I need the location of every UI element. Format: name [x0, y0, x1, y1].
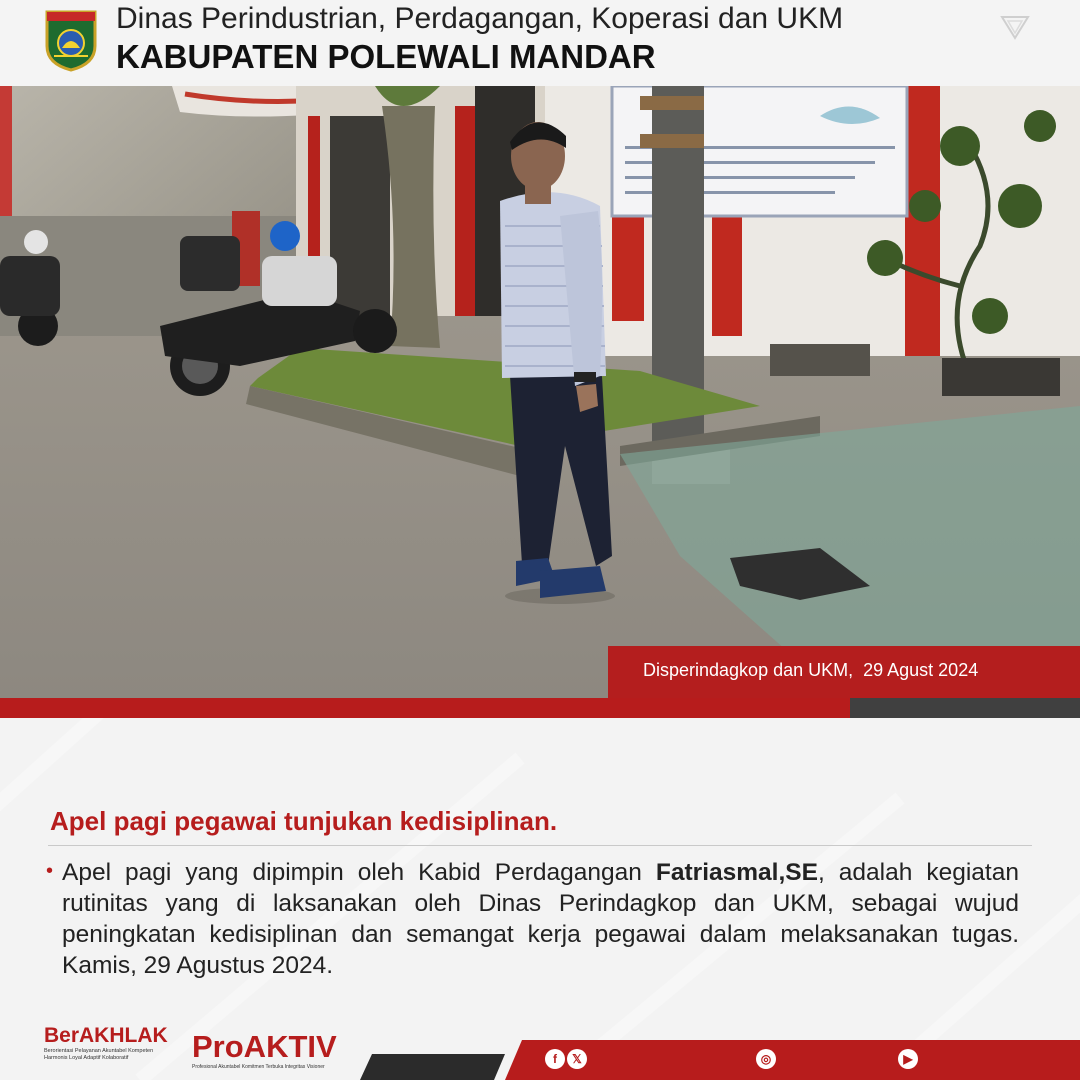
berakhlak-title: BerAKHLAK [44, 1024, 168, 1047]
instagram-icon[interactable]: ◎ [756, 1049, 776, 1069]
berakhlak-tagline-2: Harmonis Loyal Adaptif Kolaboratif [44, 1055, 129, 1061]
triangle-ornament-icon [1000, 14, 1030, 40]
body-text-end: , adalah kegiatan rutinitas yang di laksanakan oleh Dinas Perindagkop dan UKM, sebagai wujud peningkatan kedisiplinan dan semangat kerja pegawai dalam melaksanakan tugas. Kamis, 29 Agustus 2024. [62, 859, 1019, 979]
official-name: Fatriasmal,SE [655, 859, 818, 886]
x-icon[interactable]: 𝕏 [567, 1049, 587, 1069]
agency-name: Dinas Perindustrian, Perdagangan, Koperasi dan UKM [116, 2, 844, 35]
headline-divider [48, 845, 1032, 846]
proaktiv-tagline: Profesional Akuntabel Komitmen Terbuka Integritas Visioner [192, 1064, 325, 1070]
event-photo [0, 86, 1080, 698]
facebook-icon[interactable]: f [545, 1049, 565, 1069]
article-headline: Apel pagi pegawai tunjukan kedisiplinan. [50, 806, 558, 836]
divider-stripe-red [0, 698, 850, 718]
divider-stripe-dark [850, 698, 1080, 718]
footer-bar [0, 1036, 1080, 1080]
article-body [62, 857, 1019, 981]
region-name: KABUPATEN POLEWALI MANDAR [116, 38, 656, 75]
bullet-marker: • [46, 860, 54, 882]
berakhlak-tagline-1: Berorientasi Pelayanan Akuntabel Kompeten [44, 1048, 154, 1054]
proaktiv-title: ProAKTIV [192, 1029, 337, 1064]
body-text-start: Apel pagi yang dipimpin oleh Kabid Perdagangan [62, 859, 656, 886]
regency-logo [44, 10, 98, 72]
youtube-icon[interactable]: ▶ [898, 1049, 918, 1069]
photo-caption: Disperindagkop dan UKM, 29 Agust 2024 [643, 660, 979, 680]
